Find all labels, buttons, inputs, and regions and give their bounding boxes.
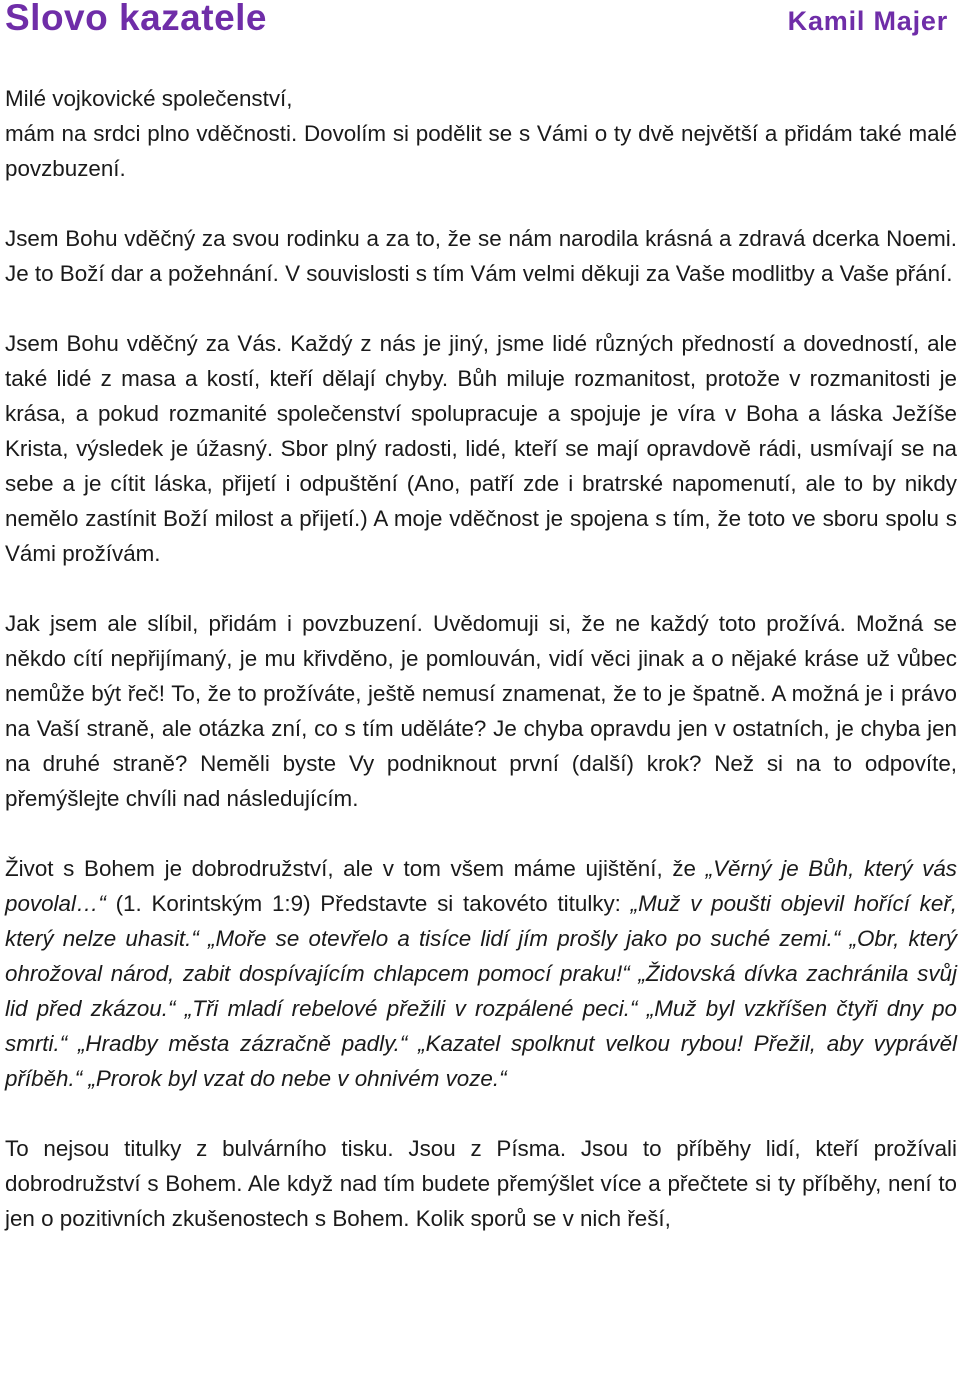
paragraph-gap: [5, 291, 957, 326]
paragraph-gap: [5, 816, 957, 851]
paragraph-scripture: To nejsou titulky z bulvárního tisku. Jsou z Písma. Jsou to příběhy lidí, kteří prožívali dobrodružství s Bohem. Ale když nad tím budete přemýšlet více a přečtete si ty příběhy, není to jen o pozitivních zkušenostech s Bohem. Kolik sporů se v nich řeší,: [5, 1136, 957, 1231]
adventure-text-b: (1. Korintským 1:9) Představte si takovéto titulky:: [105, 891, 631, 916]
paragraph-community: Jsem Bohu vděčný za Vás. Každý z nás je jiný, jsme lidé různých předností a dovedností, ale také lidé z masa a kostí, kteří dělají chyby. Bůh miluje rozmanitost, protože v rozmanitosti je krása, a pokud rozmanité společenství spolupracuje a spojuje je víra v Boha a láska Ježíše Krista, výsledek je úžasný. Sbor plný radosti, lidé, kteří se mají opravdově rádi, usmívají se na sebe a je cítit láska, přijetí i odpuštění (Ano, patří zde i bratrské napomenutí, ale to by nikdy nemělo zastínit Boží milost a přijetí.) A moje vděčnost je spojena s tím, že toto ve sboru spolu s Vámi prožívám.: [5, 331, 957, 566]
page-header: [5, 0, 948, 40]
author-name: Kamil Majer: [787, 6, 948, 36]
paragraph-encouragement: Jak jsem ale slíbil, přidám i povzbuzení. Uvědomuji si, že ne každý toto prožívá. Možná se někdo cítí nepřijímaný, je mu křivděno, je pomlouván, vidí věci jinak a o nějaké kráse už vůbec nemůže být řeč! To, že to prožíváte, ještě nemusí znamenat, že to je špatně. A možná je i právo na Vaší straně, ale otázka zní, co s tím uděláte? Je chyba opravdu jen v ostatních, je chyba jen na druhé straně? Neměli byste Vy podniknout první (další) krok? Než si na to odpovíte, přemýšlejte chvíli nad následujícím.: [5, 611, 957, 811]
page-title: Slovo kazatele: [5, 0, 268, 38]
greeting-line: Milé vojkovické společenství,: [5, 86, 293, 111]
paragraph-intro: mám na srdci plno vděčnosti. Dovolím si podělit se s Vámi o ty dvě největší a přidám také malé povzbuzení.: [5, 121, 957, 181]
paragraph-gap: [5, 186, 957, 221]
bible-quote: „Věrný je Bůh, který vás povolal…“: [5, 856, 958, 916]
paragraph-gap: [5, 571, 957, 606]
adventure-text-a: Život s Bohem je dobrodružství, ale v tom všem máme ujištění, že: [5, 856, 706, 881]
paragraph-gap: [5, 1096, 957, 1131]
article-body: [5, 81, 957, 1236]
paragraph-family: Jsem Bohu vděčný za svou rodinku a za to, že se nám narodila krásná a zdravá dcerka Noemi. Je to Boží dar a požehnání. V souvislosti s tím Vám velmi děkuji za Vaše modlitby a Vaše přání.: [5, 226, 957, 286]
paragraph-adventure: [5, 851, 957, 1096]
headline-quotes: „Muž v poušti objevil hořící keř, který nelze uhasit.“ „Moře se otevřelo a tisíce lidí jím prošly jako po suché zemi.“ „Obr, který ohrožoval národ, zabit dospívajícím chlapcem pomocí praku!“ „Židovská dívka zachránila svůj lid před zkázou.“ „Tři mladí rebelové přežili v rozpálené peci.“ „Muž byl vzkříšen čtyři dny po smrti.“ „Hradby města zázračně padly.“ „Kazatel spolknut velkou rybou! Přežil, aby vyprávěl příběh.“ „Prorok byl vzat do nebe v ohnivém voze.“: [5, 891, 957, 1091]
